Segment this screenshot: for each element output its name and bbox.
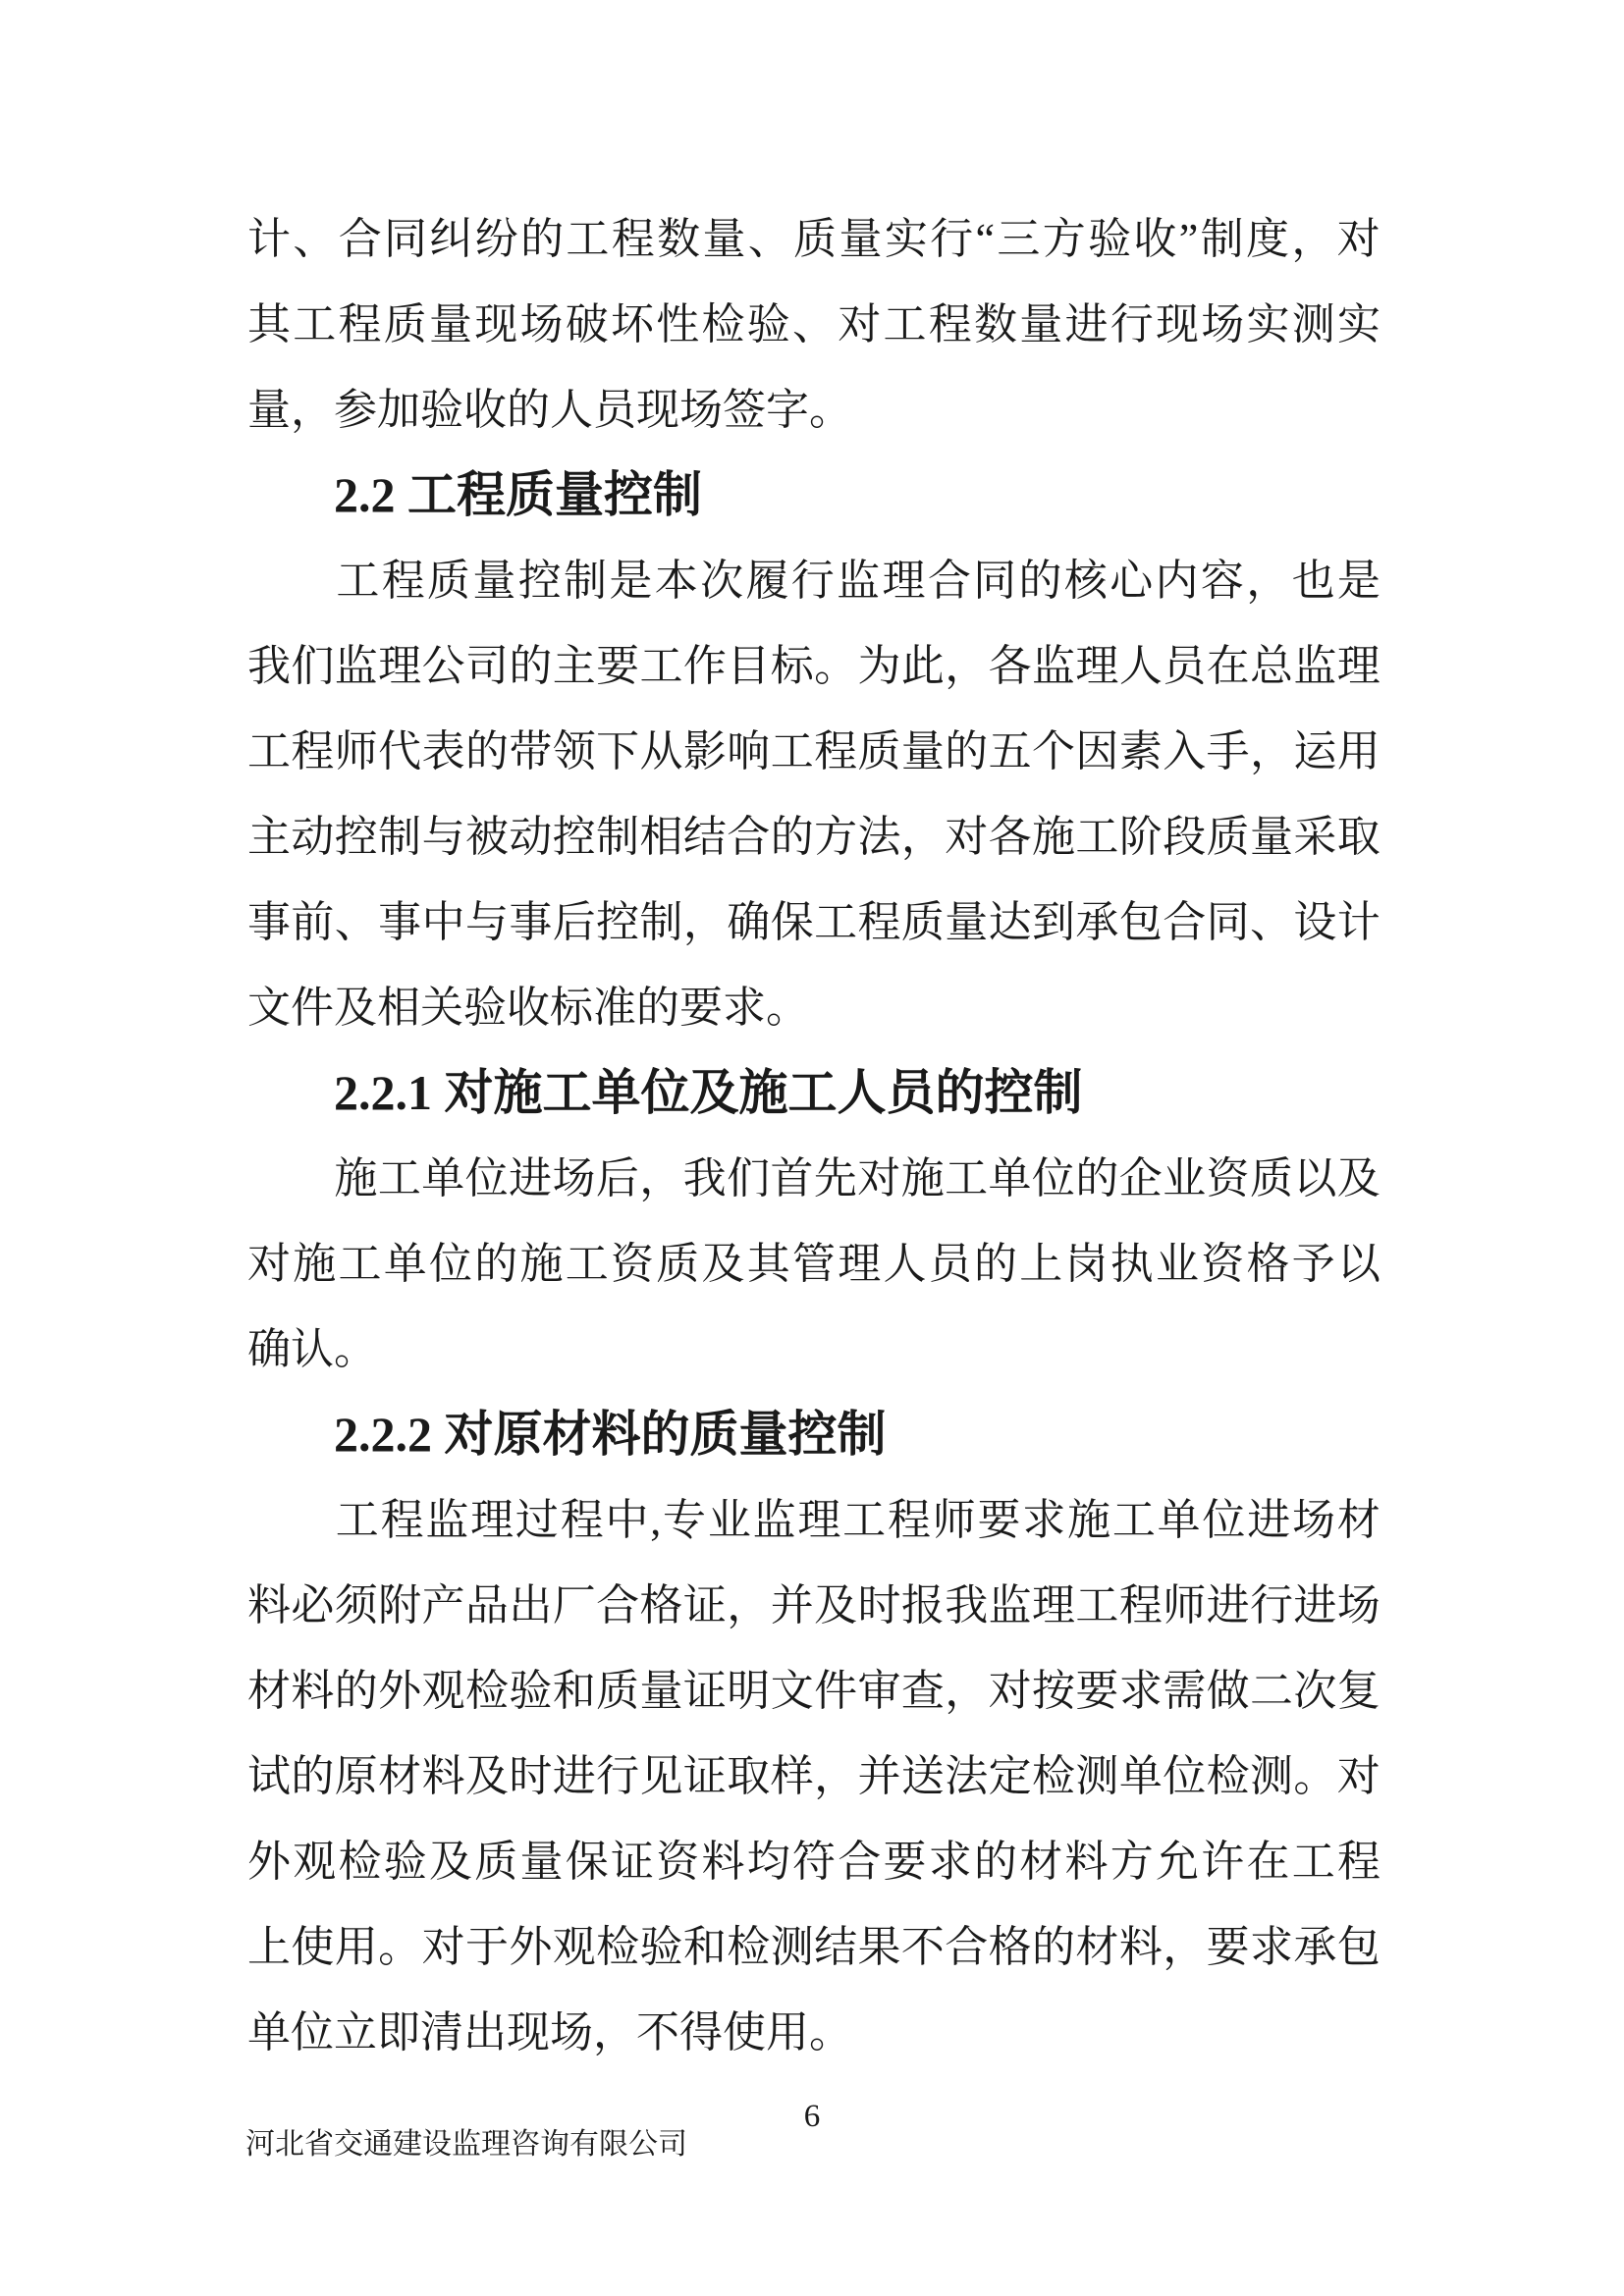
body-text-line: 工 程 质 量 控 制 是 本 次 履 行 监 理 合 同 的 核 心 内 容 ， 也 是 xyxy=(336,557,1380,605)
body-text-line: 施 工 单 位 进 场 后 ， 我 们 首 先 对 施 工 单 位 的 企 业 资 质 以 及 xyxy=(334,1154,1380,1202)
section-heading: 2.2 工程质量控制 xyxy=(334,467,702,522)
body-text-line: 其 工 程 质 量 现 场 破 坏 性 检 验 、 对 工 程 数 量 进 行 现 场 实 测 实 xyxy=(247,300,1380,348)
page-number: 6 xyxy=(803,2099,821,2134)
body-text-line: 确认。 xyxy=(247,1325,377,1373)
body-text-line: 外 观 检 验 及 质 量 保 证 资 料 均 符 合 要 求 的 材 料 方 允 许 在 工 程 xyxy=(247,1838,1380,1886)
section-heading: 2.2.1 对施工单位及施工人员的控制 xyxy=(334,1065,1083,1120)
body-text-line: 工 程 师 代 表 的 带 领 下 从 影 响 工 程 质 量 的 五 个 因 素 入 手 ， 运 用 xyxy=(247,727,1380,775)
body-text-line: 事 前 、 事 中 与 事 后 控 制 ， 确 保 工 程 质 量 达 到 承 包 合 同 、 设 计 xyxy=(247,898,1380,946)
body-text-line: 对 施 工 单 位 的 施 工 资 质 及 其 管 理 人 员 的 上 岗 执 业 资 格 予 以 xyxy=(247,1240,1380,1288)
body-text-line: 材 料 的 外 观 检 验 和 质 量 证 明 文 件 审 查 ， 对 按 要 求 需 做 二 次 复 xyxy=(247,1667,1380,1715)
body-text-line: 主 动 控 制 与 被 动 控 制 相 结 合 的 方 法 ， 对 各 施 工 阶 段 质 量 采 取 xyxy=(247,813,1380,861)
body-text-line: 文件及相关验收标准的要求。 xyxy=(247,984,809,1032)
body-text-line: 计 、 合 同 纠 纷 的 工 程 数 量 、 质 量 实 行 “ 三 方 验 收 ” 制 度 ， 对 xyxy=(247,215,1380,263)
body-text-line: 单位立即清出现场，不得使用。 xyxy=(247,2008,852,2056)
body-text-line: 料 必 须 附 产 品 出 厂 合 格 证 ， 并 及 时 报 我 监 理 工 程 师 进 行 进 场 xyxy=(247,1581,1380,1629)
body-text-line: 我 们 监 理 公 司 的 主 要 工 作 目 标 。 为 此 ， 各 监 理 人 员 在 总 监 理 xyxy=(247,642,1380,690)
body-text-line: 工 程 监 理 过 程 中 , 专 业 监 理 工 程 师 要 求 施 工 单 位 进 场 材 xyxy=(335,1496,1380,1544)
document-lines xyxy=(247,196,1380,2075)
body-text-line: 试 的 原 材 料 及 时 进 行 见 证 取 样 ， 并 送 法 定 检 测 单 位 检 测 。 对 xyxy=(247,1752,1380,1800)
body-text-line: 量，参加验收的人员现场签字。 xyxy=(247,386,852,434)
section-heading: 2.2.2 对原材料的质量控制 xyxy=(334,1407,887,1462)
body-text-line: 上 使 用 。 对 于 外 观 检 验 和 检 测 结 果 不 合 格 的 材 料 ， 要 求 承 包 xyxy=(247,1923,1380,1971)
footer-company-name: 河北省交通建设监理咨询有限公司 xyxy=(245,2128,687,2161)
